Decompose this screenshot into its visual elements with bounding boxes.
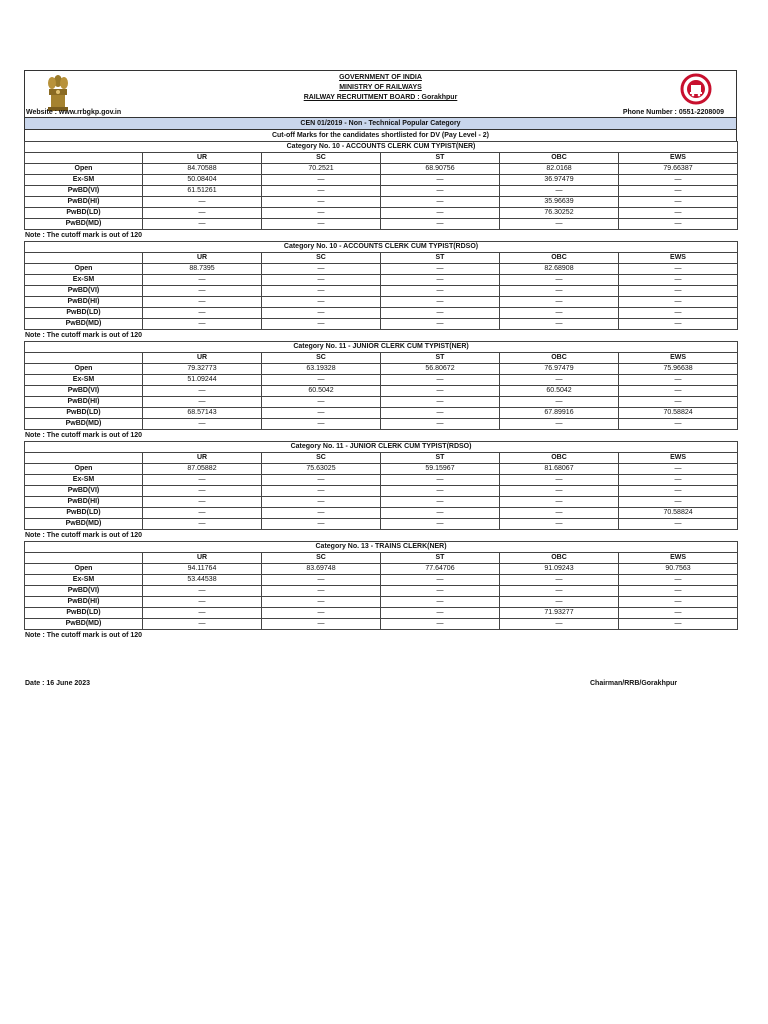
cutoff-value: — — [619, 575, 738, 586]
cutoff-note: Note : The cutoff mark is out of 120 — [25, 532, 143, 539]
cutoff-value: — — [143, 386, 262, 397]
column-header: OBC — [500, 153, 619, 164]
row-label: PwBD(HI) — [25, 497, 143, 508]
column-header: UR — [143, 253, 262, 264]
column-header: EWS — [619, 153, 738, 164]
table-row — [25, 197, 738, 208]
cutoff-value: — — [619, 475, 738, 486]
cutoff-value: — — [381, 419, 500, 430]
cutoff-value: — — [500, 275, 619, 286]
row-label: Open — [25, 564, 143, 575]
indian-railways-logo-icon — [680, 73, 712, 105]
cutoff-value: 36.97479 — [500, 175, 619, 186]
cutoff-value: — — [619, 486, 738, 497]
cutoff-value: 70.58824 — [619, 408, 738, 419]
table-row — [25, 308, 738, 319]
row-label: PwBD(HI) — [25, 597, 143, 608]
cutoff-value: — — [381, 397, 500, 408]
row-label: PwBD(LD) — [25, 408, 143, 419]
cutoff-value: — — [381, 175, 500, 186]
cutoff-value: — — [262, 264, 381, 275]
cutoff-table — [24, 341, 738, 430]
cutoff-value: — — [381, 597, 500, 608]
cutoff-value: — — [262, 186, 381, 197]
corner-cell — [25, 353, 143, 364]
column-header-row — [25, 153, 738, 164]
row-label: Ex-SM — [25, 175, 143, 186]
cutoff-value: — — [262, 297, 381, 308]
cutoff-value: — — [500, 419, 619, 430]
cutoff-value: — — [619, 608, 738, 619]
cutoff-value: — — [262, 608, 381, 619]
cutoff-value: — — [381, 475, 500, 486]
cutoff-value: — — [262, 219, 381, 230]
cutoff-value: — — [619, 208, 738, 219]
cutoff-value: — — [381, 519, 500, 530]
cutoff-value: 59.15967 — [381, 464, 500, 475]
corner-cell — [25, 553, 143, 564]
cutoff-value: — — [619, 264, 738, 275]
row-label: PwBD(HI) — [25, 197, 143, 208]
table-row — [25, 297, 738, 308]
cutoff-value: — — [143, 197, 262, 208]
table-row — [25, 408, 738, 419]
category-title: Category No. 13 - TRAINS CLERK(NER) — [25, 542, 738, 553]
cutoff-value: 53.44538 — [143, 575, 262, 586]
column-header: SC — [262, 253, 381, 264]
cutoff-value: — — [500, 508, 619, 519]
cutoff-value: — — [619, 219, 738, 230]
column-header: EWS — [619, 253, 738, 264]
cutoff-value: — — [619, 464, 738, 475]
cutoff-value: — — [143, 286, 262, 297]
cutoff-note: Note : The cutoff mark is out of 120 — [25, 332, 143, 339]
column-header: UR — [143, 353, 262, 364]
table-row — [25, 475, 738, 486]
column-header: EWS — [619, 353, 738, 364]
table-row — [25, 564, 738, 575]
cutoff-value: — — [262, 497, 381, 508]
cutoff-value: 75.96638 — [619, 364, 738, 375]
cutoff-value: — — [500, 219, 619, 230]
cutoff-value: — — [381, 197, 500, 208]
cutoff-value: 75.63025 — [262, 464, 381, 475]
cutoff-value: — — [381, 319, 500, 330]
cutoff-value: 61.51261 — [143, 186, 262, 197]
cutoff-value: 60.5042 — [500, 386, 619, 397]
letterhead-titles — [25, 73, 736, 103]
cutoff-value: — — [143, 397, 262, 408]
row-label: Open — [25, 364, 143, 375]
cutoff-value: — — [262, 619, 381, 630]
column-header: OBC — [500, 453, 619, 464]
cutoff-tables — [24, 141, 737, 641]
cutoff-value: — — [381, 586, 500, 597]
category-title: Category No. 11 - JUNIOR CLERK CUM TYPIST(RDSO) — [25, 442, 738, 453]
cutoff-value: — — [619, 419, 738, 430]
cutoff-value: — — [143, 508, 262, 519]
cutoff-value: — — [500, 575, 619, 586]
table-row — [25, 186, 738, 197]
cutoff-value: — — [381, 619, 500, 630]
cutoff-value: — — [143, 208, 262, 219]
cutoff-value: — — [381, 486, 500, 497]
cutoff-value: — — [619, 297, 738, 308]
table-row — [25, 219, 738, 230]
cutoff-value: — — [262, 586, 381, 597]
cutoff-value: — — [381, 297, 500, 308]
column-header-row — [25, 253, 738, 264]
cutoff-value: 70.2521 — [262, 164, 381, 175]
corner-cell — [25, 453, 143, 464]
cutoff-value: — — [381, 286, 500, 297]
signature-line: Chairman/RRB/Gorakhpur — [590, 680, 678, 687]
column-header: UR — [143, 453, 262, 464]
cutoff-value: 79.32773 — [143, 364, 262, 375]
cutoff-value: — — [143, 608, 262, 619]
cutoff-value: — — [500, 619, 619, 630]
cutoff-value: — — [619, 319, 738, 330]
cutoff-note: Note : The cutoff mark is out of 120 — [25, 232, 143, 239]
cutoff-value: — — [143, 497, 262, 508]
cutoff-note: Note : The cutoff mark is out of 120 — [25, 432, 143, 439]
row-label: Ex-SM — [25, 475, 143, 486]
cutoff-value: — — [619, 397, 738, 408]
column-header: ST — [381, 253, 500, 264]
cutoff-value: — — [619, 186, 738, 197]
cutoff-value: — — [619, 597, 738, 608]
cutoff-value: — — [262, 286, 381, 297]
cutoff-value: — — [500, 297, 619, 308]
cutoff-value: — — [381, 608, 500, 619]
cutoff-value: — — [619, 619, 738, 630]
column-header: ST — [381, 453, 500, 464]
cutoff-value: 70.58824 — [619, 508, 738, 519]
row-label: PwBD(MD) — [25, 519, 143, 530]
cutoff-value: 88.7395 — [143, 264, 262, 275]
row-label: Ex-SM — [25, 375, 143, 386]
cutoff-value: — — [262, 375, 381, 386]
column-header: UR — [143, 153, 262, 164]
cutoff-table — [24, 441, 738, 530]
column-header-row — [25, 553, 738, 564]
cutoff-value: — — [500, 519, 619, 530]
cutoff-value: 77.64706 — [381, 564, 500, 575]
cutoff-value: — — [381, 275, 500, 286]
cutoff-value: 76.97479 — [500, 364, 619, 375]
table-row — [25, 508, 738, 519]
cutoff-value: — — [262, 319, 381, 330]
cutoff-value: — — [381, 508, 500, 519]
cutoff-value: 56.80672 — [381, 364, 500, 375]
column-header-row — [25, 353, 738, 364]
row-label: PwBD(MD) — [25, 419, 143, 430]
row-label: Ex-SM — [25, 275, 143, 286]
table-row — [25, 208, 738, 219]
letterhead — [24, 70, 737, 117]
cutoff-value: 79.66387 — [619, 164, 738, 175]
row-label: PwBD(VI) — [25, 486, 143, 497]
cutoff-value: — — [262, 408, 381, 419]
table-row — [25, 619, 738, 630]
cutoff-value: — — [619, 386, 738, 397]
column-header: SC — [262, 553, 381, 564]
table-row — [25, 275, 738, 286]
cutoff-value: 68.57143 — [143, 408, 262, 419]
gov-title: GOVERNMENT OF INDIA — [339, 74, 422, 81]
table-row — [25, 286, 738, 297]
table-row — [25, 419, 738, 430]
cutoff-value: — — [143, 219, 262, 230]
row-label: PwBD(HI) — [25, 297, 143, 308]
column-header: ST — [381, 353, 500, 364]
column-header: ST — [381, 553, 500, 564]
cutoff-value: — — [262, 519, 381, 530]
table-row — [25, 386, 738, 397]
cutoff-value: — — [381, 575, 500, 586]
cutoff-value: 91.09243 — [500, 564, 619, 575]
cutoff-value: 35.96639 — [500, 197, 619, 208]
table-row — [25, 375, 738, 386]
column-header: ST — [381, 153, 500, 164]
cutoff-value: 87.05882 — [143, 464, 262, 475]
category-title: Category No. 11 - JUNIOR CLERK CUM TYPIST(NER) — [25, 342, 738, 353]
cutoff-value: — — [500, 586, 619, 597]
row-label: Open — [25, 164, 143, 175]
cutoff-value: — — [262, 597, 381, 608]
cutoff-value: — — [619, 275, 738, 286]
table-row — [25, 164, 738, 175]
cutoff-value: — — [143, 586, 262, 597]
cutoff-value: — — [500, 286, 619, 297]
column-header: OBC — [500, 553, 619, 564]
cutoff-value: 63.19328 — [262, 364, 381, 375]
column-header: UR — [143, 553, 262, 564]
website-text: Website : www.rrbgkp.gov.in — [26, 109, 122, 116]
corner-cell — [25, 253, 143, 264]
cutoff-value: — — [143, 519, 262, 530]
cutoff-value: 82.68908 — [500, 264, 619, 275]
cutoff-value: — — [381, 408, 500, 419]
cutoff-value: — — [500, 597, 619, 608]
cutoff-value: — — [500, 475, 619, 486]
cutoff-value: — — [381, 308, 500, 319]
column-header: OBC — [500, 253, 619, 264]
category-title: Category No. 10 - ACCOUNTS CLERK CUM TYPIST(RDSO) — [25, 242, 738, 253]
cutoff-value: — — [143, 486, 262, 497]
cutoff-value: — — [143, 597, 262, 608]
issue-date: Date : 16 June 2023 — [25, 680, 90, 687]
row-label: PwBD(VI) — [25, 586, 143, 597]
table-row — [25, 364, 738, 375]
table-row — [25, 586, 738, 597]
cutoff-value: — — [381, 219, 500, 230]
cutoff-value: — — [619, 286, 738, 297]
row-label: PwBD(HI) — [25, 397, 143, 408]
cutoff-value: 51.09244 — [143, 375, 262, 386]
cutoff-value: — — [381, 375, 500, 386]
table-row — [25, 497, 738, 508]
column-header: SC — [262, 453, 381, 464]
row-label: Open — [25, 264, 143, 275]
cutoff-value: 82.0168 — [500, 164, 619, 175]
cutoff-value: 68.90756 — [381, 164, 500, 175]
table-row — [25, 175, 738, 186]
row-label: PwBD(LD) — [25, 208, 143, 219]
row-label: Open — [25, 464, 143, 475]
board-title: RAILWAY RECRUITMENT BOARD : Gorakhpur — [303, 94, 458, 101]
cutoff-value: — — [619, 519, 738, 530]
table-row — [25, 319, 738, 330]
table-row — [25, 597, 738, 608]
column-header: EWS — [619, 553, 738, 564]
cutoff-title: Cut-off Marks for the candidates shortlisted for DV (Pay Level - 2) — [24, 129, 737, 141]
column-header: EWS — [619, 453, 738, 464]
cutoff-value: — — [262, 508, 381, 519]
cutoff-value: — — [619, 175, 738, 186]
row-label: Ex-SM — [25, 575, 143, 586]
cutoff-table — [24, 541, 738, 630]
table-row — [25, 519, 738, 530]
table-row — [25, 486, 738, 497]
cutoff-value: — — [500, 486, 619, 497]
cutoff-value: 76.30252 — [500, 208, 619, 219]
table-row — [25, 397, 738, 408]
cutoff-value: — — [500, 497, 619, 508]
cutoff-value: — — [500, 319, 619, 330]
cutoff-value: — — [143, 619, 262, 630]
result-sheet — [24, 70, 737, 641]
row-label: PwBD(VI) — [25, 186, 143, 197]
cutoff-value: — — [262, 397, 381, 408]
cutoff-value: — — [262, 275, 381, 286]
cutoff-value: 90.7563 — [619, 564, 738, 575]
cutoff-value: — — [262, 475, 381, 486]
cutoff-value: — — [262, 575, 381, 586]
cutoff-value: — — [143, 419, 262, 430]
row-label: PwBD(MD) — [25, 619, 143, 630]
phone-number: Phone Number : 0551-2208009 — [622, 109, 724, 116]
row-label: PwBD(VI) — [25, 386, 143, 397]
cutoff-value: 71.93277 — [500, 608, 619, 619]
cutoff-value: — — [262, 308, 381, 319]
cutoff-value: — — [381, 386, 500, 397]
cutoff-value: — — [381, 186, 500, 197]
cutoff-value: — — [381, 208, 500, 219]
row-label: PwBD(MD) — [25, 319, 143, 330]
row-label: PwBD(VI) — [25, 286, 143, 297]
cutoff-value: — — [619, 586, 738, 597]
cutoff-value: — — [262, 419, 381, 430]
cutoff-value: — — [262, 197, 381, 208]
cutoff-value: — — [381, 264, 500, 275]
cutoff-table — [24, 141, 738, 230]
cutoff-value: — — [262, 175, 381, 186]
cutoff-value: — — [500, 375, 619, 386]
table-row — [25, 264, 738, 275]
category-title: Category No. 10 - ACCOUNTS CLERK CUM TYPIST(NER) — [25, 142, 738, 153]
cutoff-table — [24, 241, 738, 330]
cutoff-value: 81.68067 — [500, 464, 619, 475]
ministry-title: MINISTRY OF RAILWAYS — [339, 84, 422, 91]
cutoff-value: — — [381, 497, 500, 508]
column-header: SC — [262, 353, 381, 364]
cutoff-note: Note : The cutoff mark is out of 120 — [25, 632, 143, 639]
row-label: PwBD(MD) — [25, 219, 143, 230]
cutoff-value: — — [143, 275, 262, 286]
cutoff-value: — — [143, 308, 262, 319]
cutoff-value: — — [619, 308, 738, 319]
cutoff-value: 94.11764 — [143, 564, 262, 575]
column-header: OBC — [500, 353, 619, 364]
row-label: PwBD(LD) — [25, 608, 143, 619]
cutoff-value: — — [619, 375, 738, 386]
cutoff-value: 50.08404 — [143, 175, 262, 186]
cutoff-value: — — [500, 186, 619, 197]
cutoff-value: 60.5042 — [262, 386, 381, 397]
cutoff-value: — — [500, 308, 619, 319]
row-label: PwBD(LD) — [25, 508, 143, 519]
column-header-row — [25, 453, 738, 464]
row-label: PwBD(LD) — [25, 308, 143, 319]
cen-banner: CEN 01/2019 - Non - Technical Popular Category — [24, 117, 737, 129]
column-header: SC — [262, 153, 381, 164]
table-row — [25, 575, 738, 586]
cutoff-value: — — [143, 319, 262, 330]
cutoff-value: — — [500, 397, 619, 408]
cutoff-value: — — [262, 208, 381, 219]
cutoff-value: — — [619, 197, 738, 208]
table-row — [25, 608, 738, 619]
cutoff-value: — — [619, 497, 738, 508]
corner-cell — [25, 153, 143, 164]
cutoff-value: 83.69748 — [262, 564, 381, 575]
table-row — [25, 464, 738, 475]
cutoff-value: — — [143, 297, 262, 308]
cutoff-value: 84.70588 — [143, 164, 262, 175]
cutoff-value: 67.89916 — [500, 408, 619, 419]
cutoff-value: — — [262, 486, 381, 497]
cutoff-value: — — [143, 475, 262, 486]
